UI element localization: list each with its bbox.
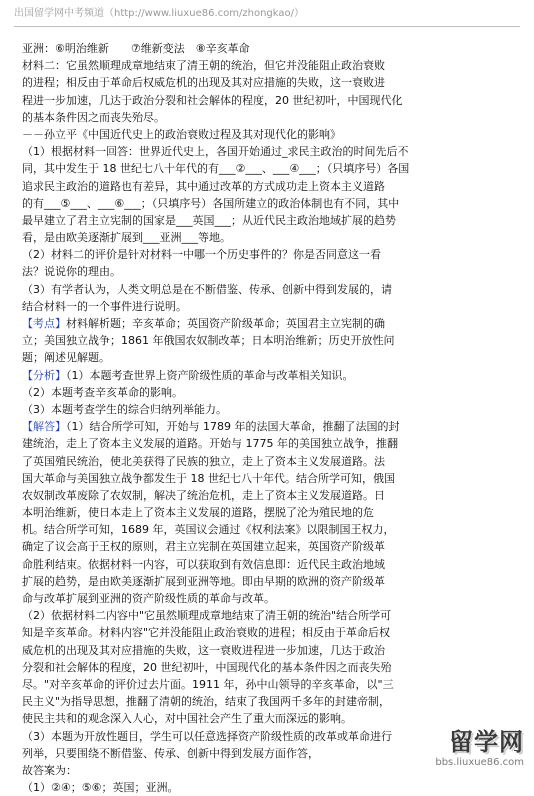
watermark-logo: 留学网	[449, 728, 524, 756]
text-line: 追求民主政治的道路也有差异，其中通过改革的方式成功走上资本主义道路	[22, 179, 385, 193]
text-line: 机。结合所学可知，1689 年，英国议会通过《权利法案》以限制国王权力，	[22, 523, 395, 537]
text-line: 使民主共和的观念深入人心，对中国社会产生了重大而深远的影响。	[22, 712, 352, 726]
text-line: 同，其中发生于 18 世纪七八十年代的有___②___、___④___；（只填序号）各国	[22, 162, 410, 176]
text-line: （2）依据材料二内容中"它虽然顺理成章地结束了清王朝的统治"结合所学可	[22, 609, 392, 623]
text-line: （3）有学者认为，人类文明总是在不断借鉴、传承、创新中得到发展的，请	[22, 282, 392, 296]
text-line: 题；阐述见解题。	[22, 351, 110, 365]
text-line: （3）本题考查学生的综合归纳列举能力。	[22, 402, 227, 416]
text-line: 建统治，走上了资本主义发展的道路。开始与 1775 年的美国独立战争，推翻	[22, 437, 398, 451]
text-line: 【考点】材料解析题；辛亥革命；英国资产阶级革命；英国君主立宪制的确	[22, 317, 385, 330]
text-line: 法？说说你的理由。	[22, 265, 121, 279]
page-header	[14, 2, 520, 27]
section-tag: 【解答】	[22, 420, 66, 434]
text-line: 农奴制改革废除了农奴制，解决了统治危机，走上了资本主义发展道路。日	[22, 488, 385, 502]
text-line: （3）本题为开放性题目，学生可以任意选择资产阶级性质的改革或革命进行	[22, 729, 392, 743]
section-tag: 【分析】	[22, 368, 66, 382]
text-line: 的有___⑤___、___⑥___；（只填序号）各国所建立的政治体制也有不同，其中	[22, 196, 400, 210]
watermark	[400, 722, 524, 780]
text-line: 的进程；相反由于革命后权威危机的出现及其对应措施的失败，这一衰败进	[22, 76, 385, 90]
text-line: （1）②④；⑤⑥；英国；亚洲。	[22, 781, 179, 795]
text-line: 知是辛亥革命。材料内容"它并没能阻止政治衰败的进程；相反由于革命后权	[22, 626, 391, 640]
text-line: 国大革命与美国独立战争都发生于 18 世纪七八十年代。结合所学可知，俄国	[22, 471, 395, 485]
text-line: （1）根据材料一回答：世界近代史上，各国开始通过_求民主政治的时间先后不	[22, 145, 409, 159]
text-line: 命与改革扩展到亚洲的资产阶级性质的革命与改革。	[22, 592, 275, 605]
watermark-url: bbs.liuxue86.com	[435, 757, 524, 768]
text-line: 扩展的趋势，是由欧美逐渐扩展到亚洲等地。即由早期的欧洲的资产阶级革	[22, 574, 385, 588]
text-line: 了英国殖民统治，使北美获得了民族的独立，走上了资本主义发展道路。法	[22, 454, 385, 468]
text-line: 材料二：它虽然顺理成章地结束了清王朝的统治，但它并没能阻止政治衰败	[22, 59, 385, 73]
text-line: 立；美国独立战争；1861 年俄国农奴制改革；日本明治维新；历史开放性问	[22, 334, 395, 348]
text-line: －－孙立平《中国近代史上的政治衰败过程及其对现代化的影响》	[22, 127, 341, 141]
text-line: 最早建立了君主立宪制的国家是___英国___；从近代民主政治地域扩展的趋势	[22, 213, 396, 227]
text-line: 亚洲：⑥明治维新 ⑦维新变法 ⑧辛亥革命	[22, 42, 250, 55]
text-line: 的基本条件因之而丧失殆尽。	[22, 110, 165, 124]
text-line: 看，是由欧美逐渐扩展到___亚洲___等地。	[22, 231, 231, 245]
document-body	[22, 40, 518, 796]
text-line: 尽。"对辛亥革命的评价过去片面。1911 年，孙中山领导的辛亥革命，以"三	[22, 677, 394, 691]
text-line: 【解答】（1）结合所学可知，开始与 1789 年的法国大革命，推翻了法国的封	[22, 420, 400, 434]
text-line: （2）材料二的评价是针对材料一中哪一个历史事件的？你是否同意这一看	[22, 248, 381, 262]
text-line: 确定了议会高于王权的原则，君主立宪制在英国建立起来，英国资产阶级革	[22, 540, 385, 554]
text-line: 列举，只要围绕不断借鉴、传承、创新中得到发展方面作答，	[22, 746, 319, 760]
text-line: 【分析】（1）本题考查世界上资产阶级性质的革命与改革相关知识。	[22, 368, 354, 382]
text-line: 故答案为：	[22, 763, 77, 777]
text-line: （2）本题考查辛亥革命的影响。	[22, 385, 183, 399]
text-line: 本明治维新，使日本走上了资本主义发展的道路，摆脱了沦为殖民地的危	[22, 506, 374, 520]
text-line: 民主义"为指导思想，推翻了清朝的统治，结束了我国两千多年的封建帝制，	[22, 695, 391, 709]
text-line: 程进一步加速，几达于政治分裂和社会解体的程度，20 世纪初叶，中国现代化	[22, 93, 403, 107]
text-line: 分裂和社会解体的程度，20 世纪初叶，中国现代化的基本条件因之而丧失殆	[22, 660, 392, 674]
text-line: 命胜利结束。依据材料一内容，可以获取到有效信息即：近代民主政治地域	[22, 557, 385, 571]
text-line: 威危机的出现及其对应措施的失败，这一衰败进程进一步加速，几达于政治	[22, 643, 385, 657]
text-line: 结合材料一的一个事件进行说明。	[22, 299, 187, 313]
header-text: 出国留学网中考频道（http://www.liuxue86.com/zhongkao/）	[14, 8, 304, 19]
section-tag: 【考点】	[22, 317, 66, 330]
